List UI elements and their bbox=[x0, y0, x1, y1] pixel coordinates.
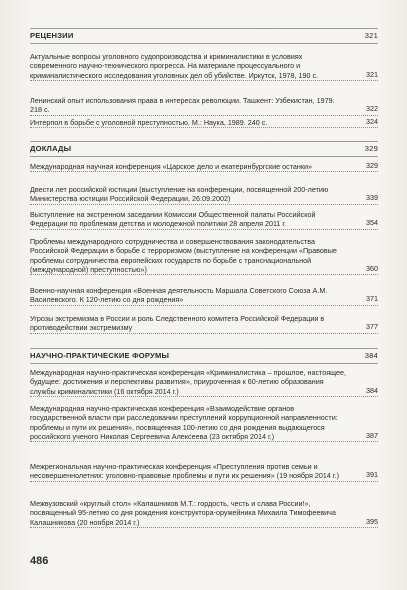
section-heading-forums bbox=[30, 348, 378, 364]
entry-title: Международная научно-практическая конференция «Взаимодействие органов государственной власти при расследовании преступлений коррупционной направленности: проблемы и пути их решения», посвященная 100-летию со дня рождения выдающегося российского ученого Николая Сергеевича Алексеева (23 октября 2014 г.) bbox=[30, 404, 338, 441]
entry-title: Угрозы экстремизма в России и роль Следственного комитета Российской Федерации в противодействии экстремизму bbox=[30, 314, 325, 333]
entry-title: Выступление на экстренном заседании Комиссии Общественной палаты Российской Федерации по проблемам детства и молодежной политики 28 апреля 2011 г. bbox=[30, 210, 316, 229]
entry-page-number: 360 bbox=[366, 263, 378, 273]
section-page-number: 384 bbox=[364, 351, 378, 360]
toc-entry bbox=[30, 96, 378, 116]
section-page-number: 329 bbox=[364, 144, 378, 153]
toc-entry bbox=[30, 462, 378, 482]
toc-entry bbox=[30, 237, 378, 275]
entry-title: Двести лет российской юстиции (выступление на конференции, посвященной 200-летию Министерства юстиции Российской Федерации, 26.09.2002) bbox=[30, 185, 329, 204]
toc-entry bbox=[30, 185, 378, 205]
page-number: 486 bbox=[30, 555, 49, 567]
section-heading-reviews bbox=[30, 28, 378, 44]
entry-title: Актуальные вопросы уголовного судопроизводства и криминалистики в условиях современного научно-технического прогресса. На материале процессуального и криминалистического исследования уголовных дел об убийстве. Иркутск, 1978, 190 с. bbox=[30, 52, 319, 80]
section-title: ДОКЛАДЫ bbox=[30, 144, 72, 153]
entry-title: Международная научно-практическая конференция «Криминалистика – прошлое, настоящее, будущее: достижения и перспективы развития», приуроченная к 60-летию образования службы криминалистики (16 октября 2014 г.) bbox=[30, 368, 346, 396]
toc-entry bbox=[30, 286, 378, 306]
entry-title: Интерпол в борьбе с уголовной преступностью. М.: Наука, 1989. 240 с. bbox=[30, 118, 268, 127]
entry-title: Международная научная конференция «Царское дело и екатеринбургские останки» bbox=[30, 162, 313, 171]
section-title: РЕЦЕНЗИИ bbox=[30, 31, 74, 40]
entry-page-number: 321 bbox=[366, 69, 378, 79]
toc-entry bbox=[30, 52, 378, 81]
entry-title: Военно-научная конференция «Военная деятельность Маршала Советского Союза А.М. Василевского. К 120-летию со дня рождения» bbox=[30, 286, 328, 305]
entry-page-number: 371 bbox=[366, 294, 378, 304]
entry-page-number: 339 bbox=[366, 193, 378, 203]
entry-title: Межвузовский «круглый стол» «Калашников М.Т.: гордость, честь и слава России!», посвященный 95-летию со дня рождения конструктора-оружейника Михаила Тимофеевича Калашникова (20 ноября 2014 г.) bbox=[30, 499, 336, 527]
entry-page-number: 329 bbox=[366, 161, 378, 170]
entry-page-number: 395 bbox=[366, 516, 378, 526]
entry-page-number: 387 bbox=[366, 430, 378, 440]
toc-entry bbox=[30, 210, 378, 230]
toc-entry bbox=[30, 118, 378, 128]
section-title: НАУЧНО-ПРАКТИЧЕСКИЕ ФОРУМЫ bbox=[30, 351, 170, 360]
toc-entry bbox=[30, 499, 378, 528]
entry-page-number: 391 bbox=[366, 470, 378, 480]
entry-page-number: 354 bbox=[366, 218, 378, 228]
toc-entry bbox=[30, 314, 378, 334]
entry-page-number: 324 bbox=[366, 117, 378, 126]
entry-title: Проблемы международного сотрудничества и совершенствования законодательства Российской Федерации в борьбе с терроризмом (выступление на конференции «Правовые проблемы сотрудничества европейских государств по борьбе с транснациональной (международной) преступностью») bbox=[30, 237, 337, 274]
toc-entry bbox=[30, 404, 378, 442]
entry-title: Ленинский опыт использования права в интересах революции. Ташкент: Узбекистан, 1979. 218 с. bbox=[30, 96, 335, 115]
entry-page-number: 322 bbox=[366, 104, 378, 114]
entry-page-number: 384 bbox=[366, 385, 378, 395]
entry-title: Межрегиональная научно-практическая конференция «Преступления против семьи и несовершеннолетних: уголовно-правовые проблемы и пути их решения» (19 ноября 2014 г.) bbox=[30, 462, 339, 481]
toc-entry bbox=[30, 162, 378, 172]
toc-entry bbox=[30, 368, 378, 397]
entry-page-number: 377 bbox=[366, 322, 378, 332]
section-heading-reports bbox=[30, 141, 378, 157]
section-page-number: 321 bbox=[364, 31, 378, 40]
